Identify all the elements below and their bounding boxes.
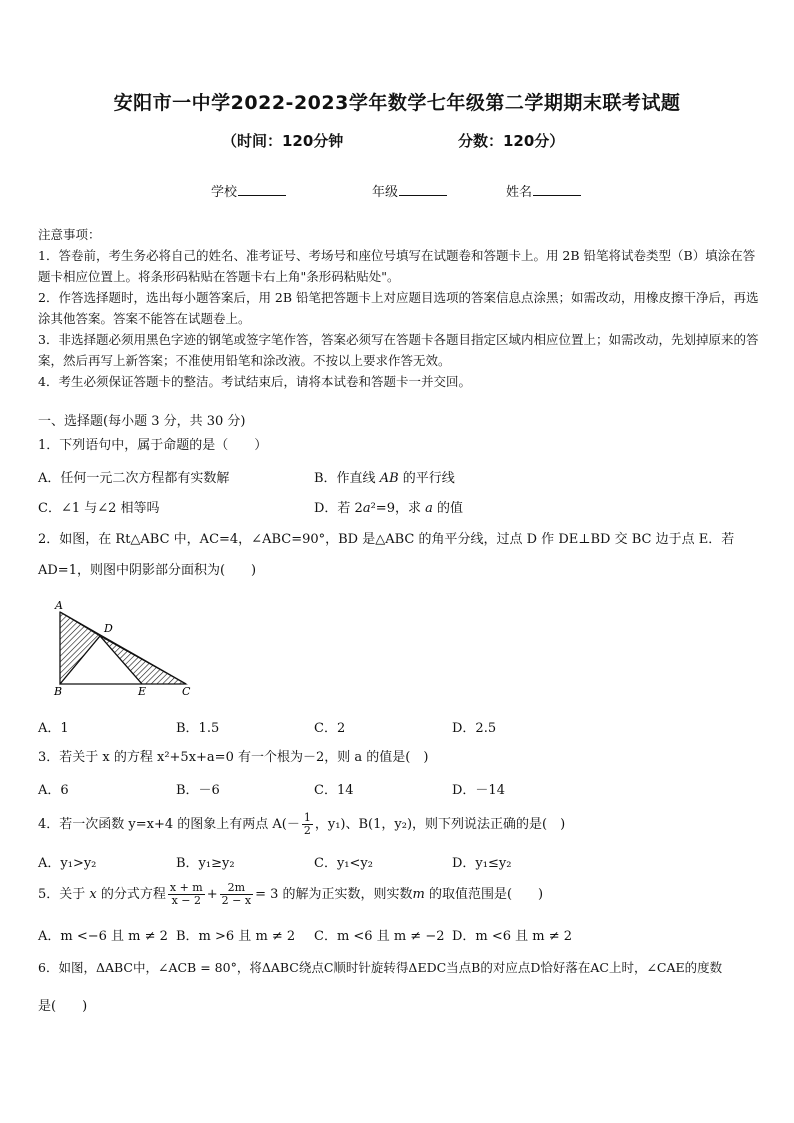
q1-option-d[interactable]: D．若 2a²=9，求 a 的值 (314, 501, 464, 516)
q3-option-a[interactable]: A．6 (38, 783, 69, 798)
q4-stem-pre: 4．若一次函数 y=x+4 的图象上有两点 A(－ (38, 817, 300, 832)
q4-option-b[interactable]: B．y₁≥y₂ (176, 856, 235, 871)
q4-option-a[interactable]: A．y₁>y₂ (38, 856, 97, 871)
name-field[interactable] (506, 181, 581, 200)
q5-option-d[interactable]: D．m <6 且 m ≠ 2 (452, 929, 573, 944)
q5-option-a[interactable]: A．m <−6 且 m ≠ 2 (38, 929, 168, 944)
school-label: 学校 (211, 185, 238, 200)
grade-label: 年级 (372, 185, 399, 200)
triangle-figure (50, 598, 200, 698)
question-5-stem: 5．关于 x 的分式方程 $\frac{x + m}{x - 2}$ + $\frac{2m}{2 - x}$ = 3 的解为正实数，则实数m 的取值范围是( ) (38, 881, 544, 907)
question-1-options-row2 (38, 497, 760, 517)
section-heading: 一、选择题(每小题 3 分，共 30 分) (38, 414, 246, 429)
q3-option-b[interactable]: B．－6 (176, 783, 220, 798)
score-label: 分数：120分） (458, 132, 565, 150)
question-4-options (38, 852, 760, 872)
notes-heading: 注意事项： (38, 227, 101, 242)
label-c: C (182, 685, 191, 698)
note-item: 1．答卷前，考生务必将自己的姓名、准考证号、考场号和座位号填写在试题卷和答题卡上。用 2B 铅笔将试卷类型（B）填涂在答题卡相应位置上。将条形码粘贴在答题卡右上角"条形码粘贴处"。 (38, 248, 756, 284)
question-6-stem-line2: 是( ) (38, 999, 88, 1014)
q3-option-d[interactable]: D．－14 (452, 783, 505, 798)
q4-fraction: $\frac{1}{2}$ (303, 811, 311, 837)
q3-option-c[interactable]: C．14 (314, 783, 354, 798)
q2-option-a[interactable]: A．1 (38, 721, 69, 736)
question-3-stem: 3．若关于 x 的方程 x²+5x+a=0 有一个根为－2，则 a 的值是( ) (38, 750, 429, 765)
exam-title: 安阳市一中学2022-2023学年数学七年级第二学期期末联考试题 (113, 92, 681, 114)
q5-fraction-2: $\frac{2m}{2 - x}$ (221, 881, 252, 907)
school-blank[interactable] (238, 183, 286, 196)
question-2-stem-line1: 2．如图，在 Rt△ABC 中，AC=4，∠ABC=90°，BD 是△ABC 的角平分线，过点 D 作 DE⊥BD 交 BC 边于点 E．若 (38, 532, 735, 547)
question-1-options-row1 (38, 467, 760, 487)
q4-option-c[interactable]: C．y₁<y₂ (314, 856, 373, 871)
question-2-options (38, 717, 760, 737)
label-b: B (54, 685, 63, 698)
question-1-stem: 1．下列语句中，属于命题的是（ ） (38, 438, 268, 453)
question-4-stem (38, 812, 760, 837)
note-item: 4．考生必须保证答题卡的整洁。考试结束后，请将本试卷和答题卡一并交回。 (38, 374, 471, 389)
q4-stem-post: ，y₁)、B(1，y₂)，则下列说法正确的是( ) (314, 817, 566, 832)
q5-fraction-1: $\frac{x + m}{x - 2}$ (169, 881, 203, 907)
notes-block (38, 224, 760, 392)
time-label: （时间：120分钟 (222, 132, 344, 150)
name-blank[interactable] (533, 183, 581, 196)
q4-option-d[interactable]: D．y₁≤y₂ (452, 856, 512, 871)
q1-option-c[interactable]: C．∠1 与∠2 相等吗 (38, 501, 160, 516)
q5-option-c[interactable]: C．m <6 且 m ≠ −2 (314, 929, 445, 944)
note-item: 2．作答选择题时，选出每小题答案后，用 2B 铅笔把答题卡上对应题目选项的答案信息点涂黑；如需改动，用橡皮擦干净后，再选涂其他答案。答案不能答在试题卷上。 (38, 290, 759, 326)
grade-blank[interactable] (399, 183, 447, 196)
q1-option-b[interactable]: B．作直线 AB 的平行线 (314, 471, 455, 486)
q5-option-b[interactable]: B．m >6 且 m ≠ 2 (176, 929, 296, 944)
label-e: E (138, 685, 147, 698)
grade-field[interactable] (372, 181, 447, 200)
label-d: D (104, 622, 113, 635)
question-5-options (38, 925, 760, 945)
name-label: 姓名 (506, 185, 533, 200)
question-6-stem-line1: 6．如图，ΔABC中，∠ACB = 80°，将ΔABC绕点C顺时针旋转得ΔEDC当点B的对应点D恰好落在AC上时，∠CAE的度数 (38, 960, 723, 975)
q2-option-c[interactable]: C．2 (314, 721, 346, 736)
school-field[interactable] (211, 181, 286, 200)
question-3-options (38, 779, 760, 799)
note-item: 3．非选择题必须用黑色字迹的钢笔或签字笔作答，答案必须写在答题卡各题目指定区域内相应位置上；如需改动，先划掉原来的答案，然后再写上新答案；不准使用铅笔和涂改液。不按以上要求作答无效。 (38, 332, 759, 368)
q2-option-b[interactable]: B．1.5 (176, 721, 220, 736)
question-2-stem-line2: AD=1，则图中阴影部分面积为( ) (38, 563, 257, 578)
label-a: A (55, 599, 63, 612)
q2-option-d[interactable]: D．2.5 (452, 721, 497, 736)
q1-option-a[interactable]: A．任何一元二次方程都有实数解 (38, 471, 230, 486)
